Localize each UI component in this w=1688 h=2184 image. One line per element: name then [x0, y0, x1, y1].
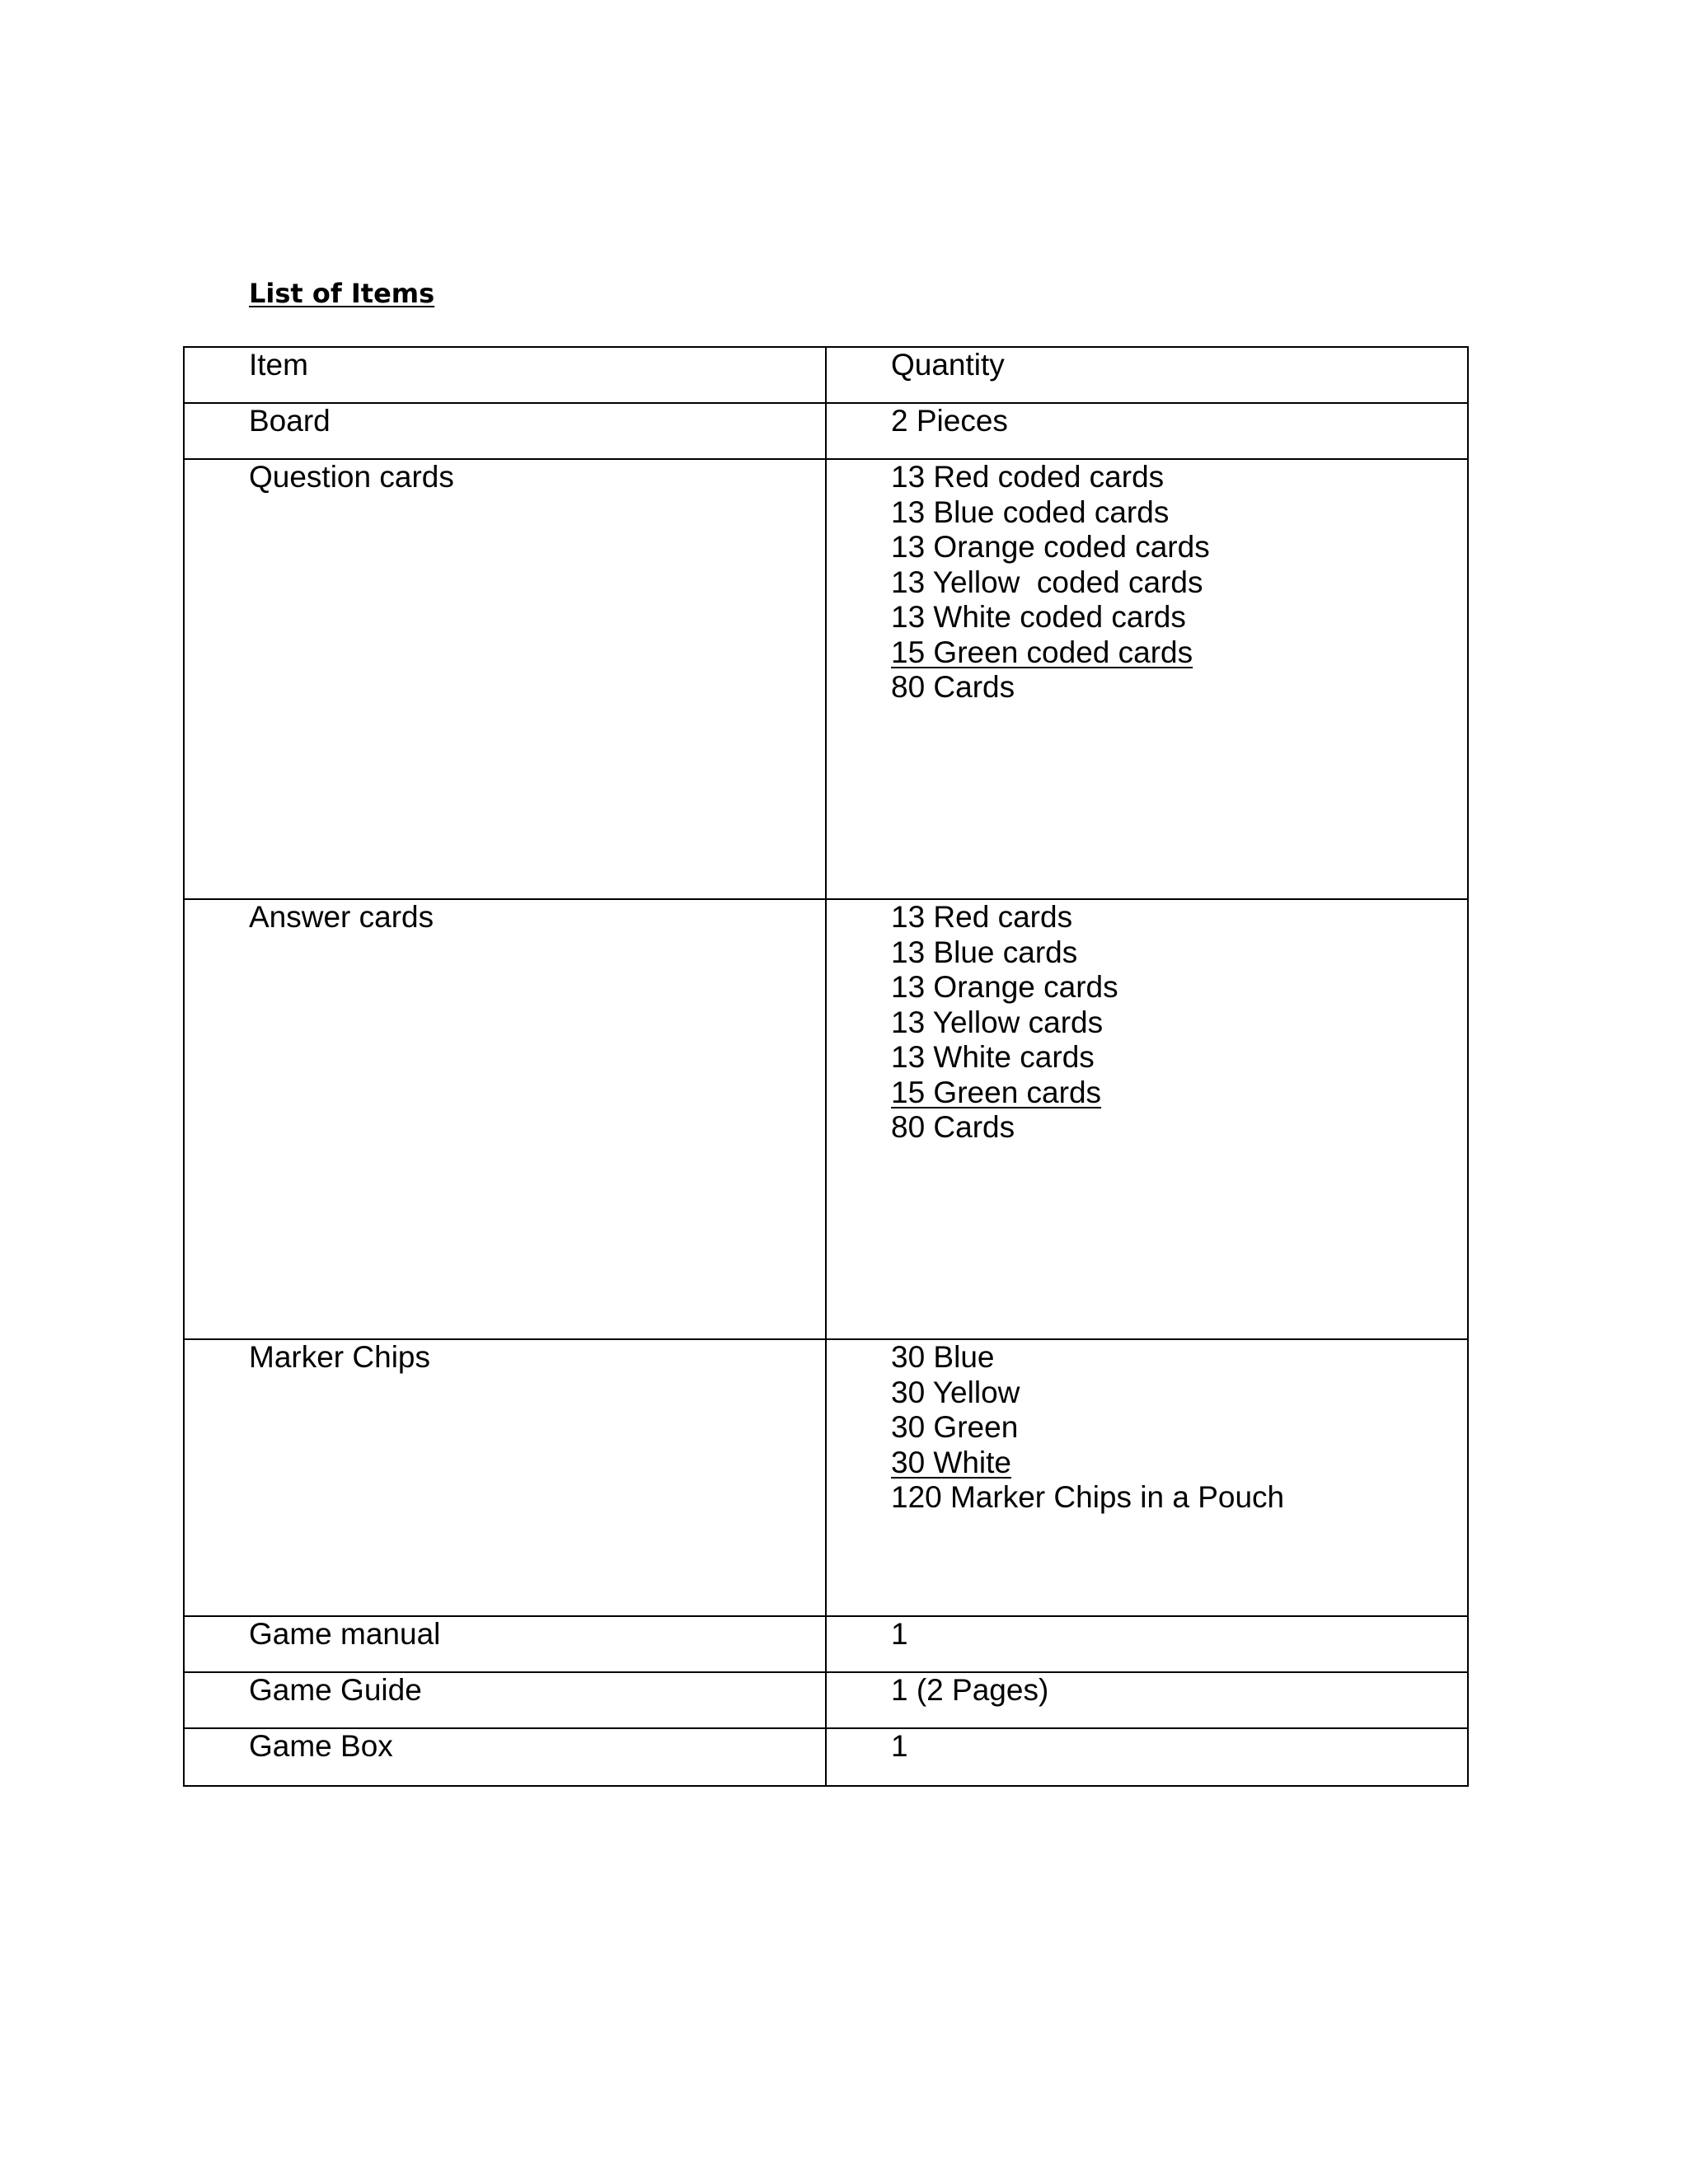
- table-row: [184, 899, 1468, 1339]
- quantity-line: 1 (2 Pages): [891, 1673, 1049, 1707]
- item-cell: [184, 1616, 826, 1672]
- header-quantity-cell: [826, 347, 1468, 403]
- quantity-line: 13 Blue coded cards: [891, 494, 1170, 529]
- quantity-line: 30 Blue: [891, 1340, 995, 1374]
- quantity-total: 80 Cards: [891, 670, 1015, 704]
- quantity-line: 2 Pieces: [891, 404, 1008, 438]
- table-row: [184, 1672, 1468, 1728]
- quantity-line-underlined: 30 White: [891, 1445, 1012, 1479]
- table-row: [184, 1616, 1468, 1672]
- item-name: Game Box: [249, 1729, 393, 1763]
- quantity-line: 13 White cards: [891, 1040, 1095, 1074]
- item-name: Question cards: [249, 460, 454, 494]
- header-item-cell: [184, 347, 826, 403]
- quantity-cell: [826, 1728, 1468, 1786]
- quantity-cell: [826, 1616, 1468, 1672]
- quantity-line-underlined: 15 Green coded cards: [891, 635, 1193, 669]
- item-cell: [184, 403, 826, 459]
- item-cell: [184, 459, 826, 899]
- items-table: [183, 346, 1469, 1787]
- quantity-line: 13 Orange cards: [891, 970, 1118, 1004]
- table-row: [184, 1728, 1468, 1786]
- page-title: List of Items: [249, 278, 435, 309]
- item-cell: [184, 1728, 826, 1786]
- item-name: Game Guide: [249, 1673, 422, 1707]
- quantity-line: 13 Red cards: [891, 900, 1073, 934]
- header-item-label: Item: [249, 348, 308, 382]
- quantity-total: 80 Cards: [891, 1110, 1015, 1144]
- quantity-line: 30 Green: [891, 1410, 1019, 1444]
- quantity-line: 13 Red coded cards: [891, 460, 1165, 494]
- item-name: Board: [249, 404, 331, 438]
- quantity-cell: [826, 1672, 1468, 1728]
- quantity-line: 1: [891, 1617, 908, 1651]
- table-row: [184, 1339, 1468, 1616]
- quantity-cell: [826, 459, 1468, 899]
- quantity-line: 13 Orange coded cards: [891, 530, 1210, 564]
- quantity-line: 13 Yellow coded cards: [891, 565, 1203, 599]
- quantity-cell: [826, 1339, 1468, 1616]
- table-row: [184, 403, 1468, 459]
- quantity-line: 13 Yellow cards: [891, 1005, 1104, 1039]
- item-cell: [184, 1672, 826, 1728]
- quantity-line-underlined: 15 Green cards: [891, 1075, 1102, 1109]
- quantity-cell: [826, 899, 1468, 1339]
- item-name: Game manual: [249, 1617, 441, 1651]
- item-name: Marker Chips: [249, 1340, 430, 1374]
- quantity-line: 30 Yellow: [891, 1375, 1020, 1409]
- item-name: Answer cards: [249, 900, 434, 934]
- table-row: [184, 459, 1468, 899]
- quantity-line: 13 White coded cards: [891, 600, 1186, 634]
- table-header-row: [184, 347, 1468, 403]
- header-quantity-label: Quantity: [891, 348, 1005, 382]
- item-cell: [184, 1339, 826, 1616]
- quantity-cell: [826, 403, 1468, 459]
- quantity-total: 120 Marker Chips in a Pouch: [891, 1480, 1285, 1514]
- item-cell: [184, 899, 826, 1339]
- quantity-line: 1: [891, 1729, 908, 1763]
- quantity-line: 13 Blue cards: [891, 935, 1078, 969]
